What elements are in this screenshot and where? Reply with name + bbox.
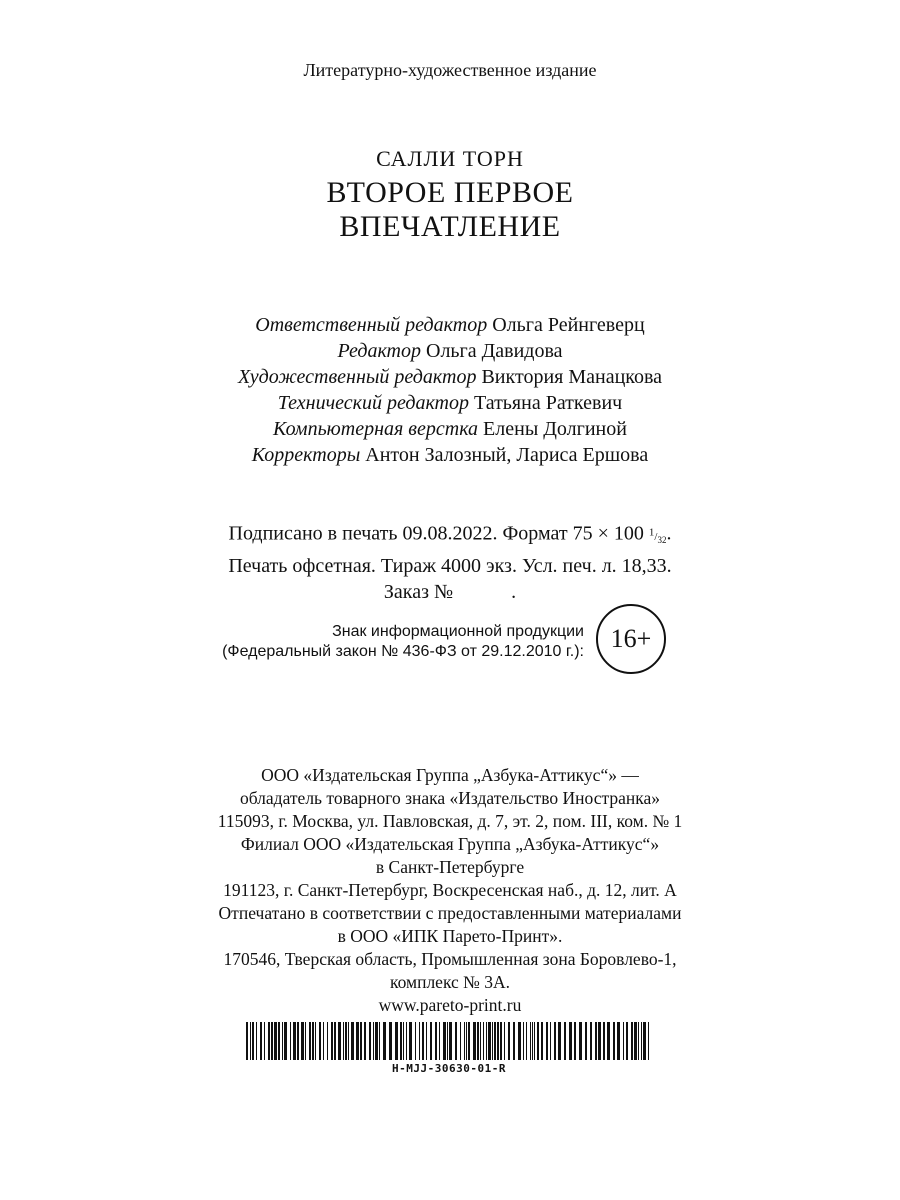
print-line: Подписано в печать 09.08.2022. Формат 75 × 100 $1/_{32}$. [228,522,672,545]
barcode-bar [379,1022,380,1060]
barcode-bar [638,1022,639,1060]
credit-row [0,390,900,416]
credit-role: Ответственный редактор [255,314,488,336]
barcode-bar [422,1022,424,1060]
barcode-bar [348,1022,349,1060]
credit-person: Ольга Давидова [426,340,563,362]
book-title [0,176,900,244]
barcode-bar [483,1022,484,1060]
barcode-bar [480,1022,481,1060]
barcode-bar [473,1022,476,1060]
publisher-line: 115093, г. Москва, ул. Павловская, д. 7, эт. 2, пом. III, ком. № 1 [217,811,683,831]
barcode-bar [641,1022,642,1060]
barcode-bar [648,1022,649,1060]
barcode-bar [439,1022,440,1060]
publisher-line: 170546, Тверская область, Промышленная зона Боровлево-1, [223,949,677,969]
genre-label: Литературно-художественное издание [303,60,597,80]
print-line: Печать офсетная. Тираж 4000 экз. Усл. печ. л. 18,33. [228,554,672,577]
barcode-bar [406,1022,407,1060]
order-label: Заказ № [383,580,454,603]
barcode-bar [518,1022,521,1060]
barcode-bar [364,1022,366,1060]
barcode-bar [449,1022,452,1060]
author-name: САЛЛИ ТОРН [376,146,524,171]
credits-list [0,312,900,468]
publisher-website: www.pareto-print.ru [378,995,522,1015]
barcode-bar [537,1022,539,1060]
barcode-bar [564,1022,566,1060]
barcode-bar [598,1022,601,1060]
credit-row [0,416,900,442]
barcode-bar [282,1022,283,1060]
barcode-bar [395,1022,398,1060]
barcode [244,1022,654,1066]
barcode-bar [443,1022,446,1060]
credit-row [0,338,900,364]
barcode-bar [631,1022,633,1060]
barcode-bar [305,1022,306,1060]
barcode-bar [430,1022,432,1060]
barcode-bar [284,1022,287,1060]
publisher-line: комплекс № 3А. [389,972,510,992]
barcode-code: H-MJJ-30630-01-R [392,1062,506,1075]
barcode-bar [315,1022,316,1060]
barcode-bar [569,1022,572,1060]
barcode-bar [419,1022,420,1060]
publisher-line: 191123, г. Санкт-Петербург, Воскресенская наб., д. 12, лит. А [223,880,677,900]
barcode-bar [492,1022,493,1060]
barcode-bar [319,1022,321,1060]
barcode-bar [264,1022,265,1060]
barcode-bar [351,1022,354,1060]
barcode-bar [369,1022,371,1060]
barcode-bar [477,1022,479,1060]
barcode-bar [554,1022,556,1060]
barcode-bar [375,1022,378,1060]
barcode-bar [523,1022,524,1060]
barcode-bar [550,1022,551,1060]
publisher-line: Отпечатано в соответствии с предоставленными материалами [218,903,682,923]
barcode-bar [301,1022,304,1060]
order-line: Заказ № . [383,580,517,603]
barcode-bar [558,1022,561,1060]
barcode-bar [546,1022,548,1060]
credit-row [0,312,900,338]
barcode-bar [309,1022,311,1060]
publisher-line: Филиал ООО «Издательская Группа „Азбука-Аттикус“» [240,834,660,854]
barcode-bar [435,1022,437,1060]
barcode-bar [447,1022,448,1060]
barcode-bar [383,1022,386,1060]
credit-role: Корректоры [251,444,361,466]
barcode-bar [338,1022,341,1060]
barcode-bar [466,1022,467,1060]
publisher-line: в Санкт-Петербурге [375,857,525,877]
print-info [0,519,900,605]
barcode-bar [530,1022,531,1060]
barcode-bar [574,1022,576,1060]
barcode-bar [532,1022,533,1060]
barcode-bar [534,1022,535,1060]
publisher-line: в ООО «ИПК Парето-Принт». [337,926,563,946]
barcode-bar [626,1022,628,1060]
info-sign-text [222,622,584,662]
barcode-bar [468,1022,470,1060]
book-title-line: ВПЕЧАТЛЕНИЕ [339,210,561,243]
barcode-bar [278,1022,280,1060]
barcode-bar [488,1022,491,1060]
barcode-bar [274,1022,277,1060]
publisher-line: обладатель товарного знака «Издательство Иностранка» [239,788,661,808]
barcode-bar [634,1022,637,1060]
barcode-bar [595,1022,597,1060]
barcode-bar [497,1022,499,1060]
barcode-bar [464,1022,465,1060]
credit-row [0,364,900,390]
age-rating-badge: 16+ [596,604,666,674]
credit-role: Художественный редактор [237,366,477,388]
barcode-bar [426,1022,427,1060]
barcode-bar [389,1022,392,1060]
book-title-line: ВТОРОЕ ПЕРВОЕ [326,176,574,209]
barcode-bar [360,1022,362,1060]
barcode-bar [513,1022,515,1060]
barcode-bar [297,1022,299,1060]
format-fraction: $1/_{32}$ [648,526,667,545]
barcode-bar [327,1022,328,1060]
barcode-bar [343,1022,344,1060]
barcode-bar [603,1022,605,1060]
barcode-bar [345,1022,347,1060]
credit-role: Компьютерная верстка [273,418,479,440]
barcode-bar [579,1022,582,1060]
barcode-bar [455,1022,457,1060]
barcode-bar [643,1022,646,1060]
credit-role: Редактор [337,340,421,362]
barcode-bar [504,1022,505,1060]
barcode-bar [331,1022,333,1060]
barcode-bar [252,1022,254,1060]
barcode-bar [494,1022,496,1060]
info-sign-line: (Федеральный закон № 436-ФЗ от 29.12.2010 г.): [222,643,584,660]
barcode-bar [585,1022,587,1060]
barcode-bar [356,1022,359,1060]
barcode-bar [623,1022,624,1060]
barcode-bar [246,1022,248,1060]
barcode-bar [486,1022,487,1060]
credit-person: Антон Залозный, Лариса Ершова [365,444,649,466]
info-sign-line: Знак информационной продукции [332,623,584,640]
barcode-bar [460,1022,461,1060]
barcode-bar [613,1022,615,1060]
barcode-bar [323,1022,324,1060]
barcode-bar [500,1022,502,1060]
barcode-bar [400,1022,402,1060]
barcode-bar [373,1022,374,1060]
barcode-bar [409,1022,412,1060]
print-format-text: Подписано в печать 09.08.2022. Формат 75 × 100 [228,522,644,545]
publisher-info [0,764,900,1017]
barcode-bar [508,1022,510,1060]
barcode-bar [293,1022,296,1060]
credit-person: Ольга Рейнгеверц [492,314,645,336]
barcode-bar [541,1022,543,1060]
barcode-bar [290,1022,291,1060]
barcode-bar [617,1022,620,1060]
credit-person: Виктория Манацкова [481,366,663,388]
credit-row [0,442,900,468]
barcode-bar [334,1022,336,1060]
barcode-bar [250,1022,251,1060]
publisher-line: ООО «Издательская Группа „Азбука-Аттикус“» — [261,765,639,785]
barcode-bar [260,1022,262,1060]
barcode-bar [590,1022,592,1060]
barcode-bar [415,1022,416,1060]
barcode-bar [271,1022,273,1060]
barcode-bar [256,1022,257,1060]
barcode-bar [607,1022,610,1060]
credit-person: Татьяна Раткевич [473,392,623,414]
credit-person: Елены Долгиной [483,418,627,440]
barcode-bar [403,1022,404,1060]
credit-role: Технический редактор [277,392,469,414]
barcode-bar [526,1022,527,1060]
barcode-bar [312,1022,314,1060]
barcode-bar [268,1022,270,1060]
